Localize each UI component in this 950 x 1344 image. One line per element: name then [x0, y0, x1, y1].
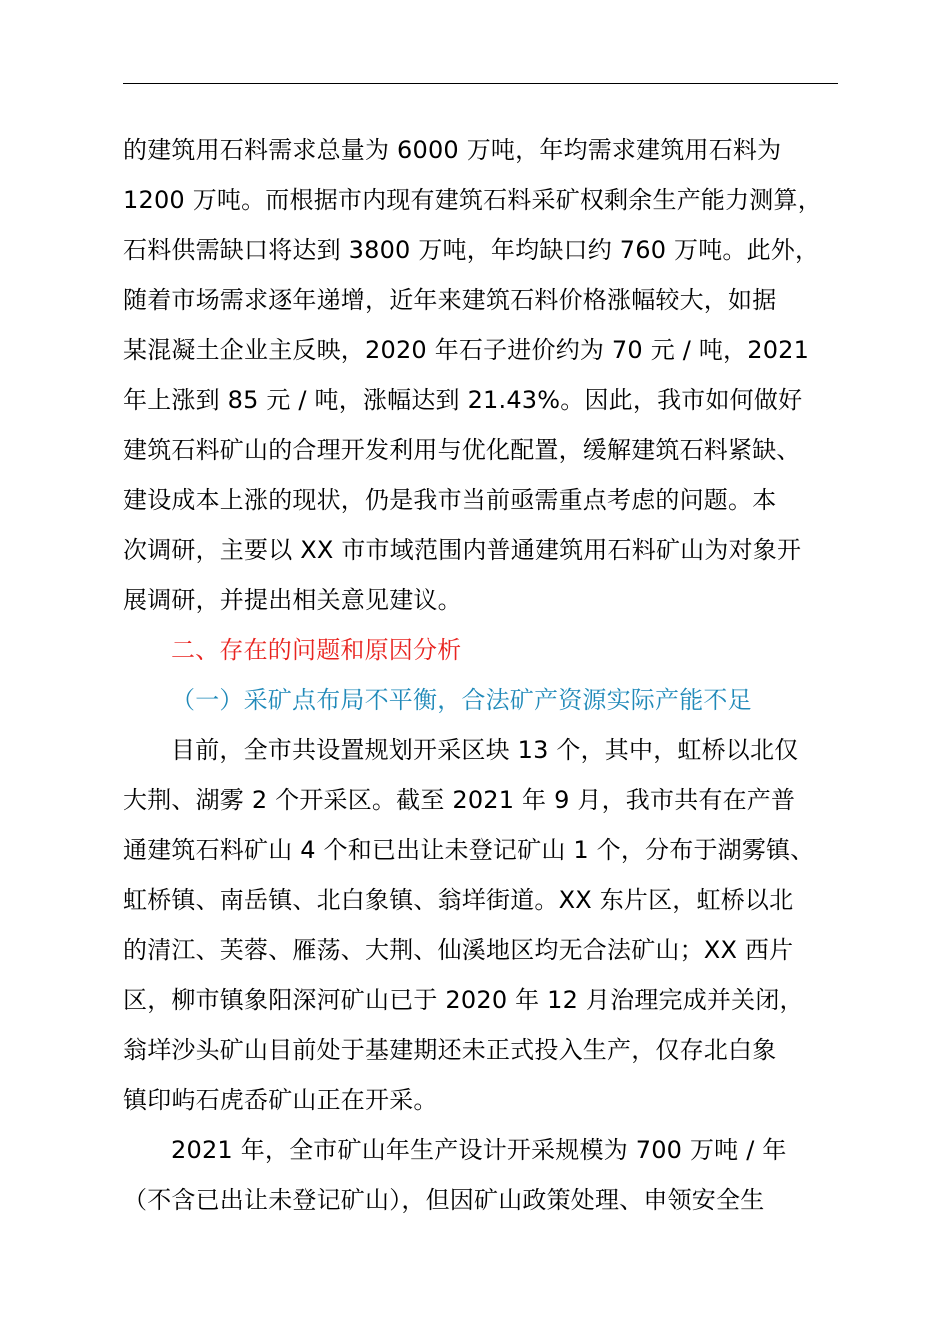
header-rule: [123, 83, 838, 84]
subsection-heading: （一）采矿点布局不平衡，合法矿产资源实际产能不足: [171, 686, 752, 714]
text-line: （不含已出让未登记矿山），但因矿山政策处理、申领安全生: [123, 1186, 765, 1214]
section-heading: 二、存在的问题和原因分析: [171, 636, 462, 664]
text-line: 虹桥镇、南岳镇、北白象镇、翁垟街道。XX 东片区，虹桥以北: [123, 886, 794, 914]
text-line: 石料供需缺口将达到 3800 万吨，年均缺口约 760 万吨。此外，: [123, 236, 820, 264]
text-line: 随着市场需求逐年递增，近年来建筑石料价格涨幅较大，如据: [123, 286, 777, 314]
text-line: 区，柳市镇象阳深河矿山已于 2020 年 12 月治理完成并关闭，: [123, 986, 804, 1014]
text-line: 镇印屿石虎岙矿山正在开采。: [123, 1086, 438, 1114]
document-body: [123, 125, 838, 1225]
text-line: 1200 万吨。而根据市内现有建筑石料采矿权剩余生产能力测算，: [123, 186, 822, 214]
text-line: 的建筑用石料需求总量为 6000 万吨，年均需求建筑用石料为: [123, 136, 782, 164]
text-line: 翁垟沙头矿山目前处于基建期还未正式投入生产，仅存北白象: [123, 1036, 777, 1064]
text-line: 建设成本上涨的现状，仍是我市当前亟需重点考虑的问题。本: [123, 486, 777, 514]
text-line: 通建筑石料矿山 4 个和已出让未登记矿山 1 个，分布于湖雾镇、: [123, 836, 815, 864]
text-line: 大荆、湖雾 2 个开采区。截至 2021 年 9 月，我市共有在产普: [123, 786, 796, 814]
text-line: 2021 年，全市矿山年生产设计开采规模为 700 万吨 / 年: [171, 1136, 787, 1164]
text-line: 展调研，并提出相关意见建议。: [123, 586, 462, 614]
text-line: 的清江、芙蓉、雁荡、大荆、仙溪地区均无合法矿山；XX 西片: [123, 936, 794, 964]
text-line: 目前，全市共设置规划开采区块 13 个，其中，虹桥以北仅: [171, 736, 799, 764]
text-line: 次调研，主要以 XX 市市域范围内普通建筑用石料矿山为对象开: [123, 536, 802, 564]
text-line: 某混凝土企业主反映，2020 年石子进价约为 70 元 / 吨，2021: [123, 336, 810, 364]
text-line: 建筑石料矿山的合理开发利用与优化配置，缓解建筑石料紧缺、: [123, 436, 801, 464]
text-line: 年上涨到 85 元 / 吨，涨幅达到 21.43%。因此，我市如何做好: [123, 386, 803, 414]
